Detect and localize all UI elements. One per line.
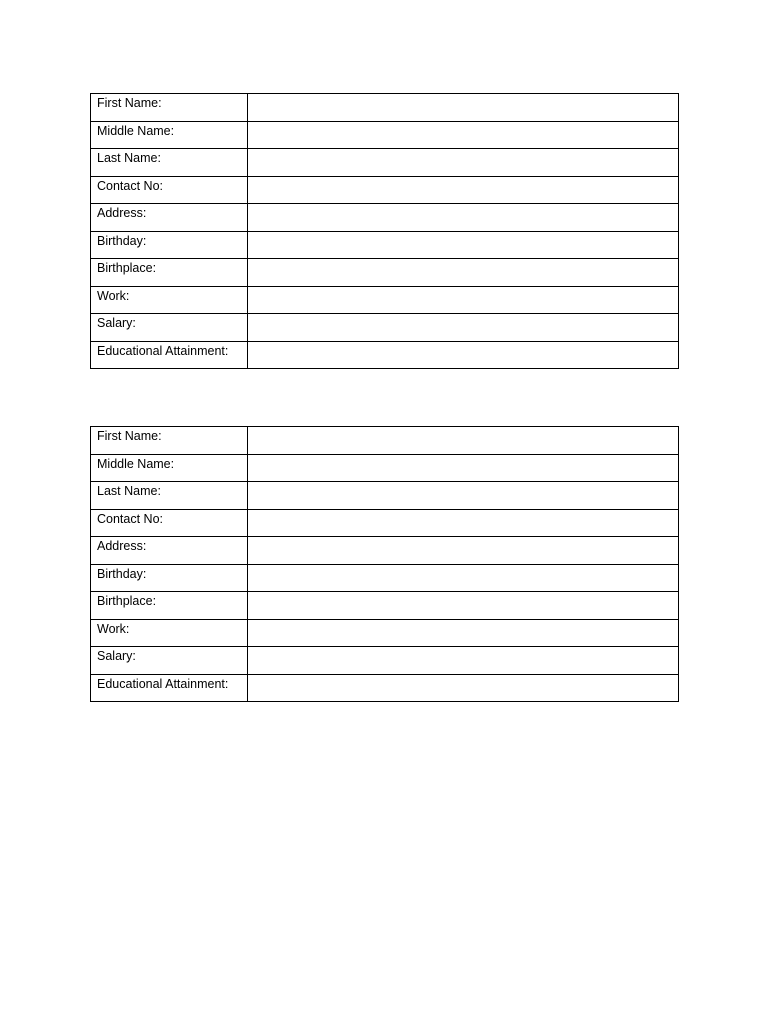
form-row-contact-no	[91, 176, 679, 204]
field-value-cell[interactable]	[248, 564, 679, 592]
field-value-cell[interactable]	[248, 454, 679, 482]
field-label: Salary:	[91, 647, 248, 675]
field-value-cell[interactable]	[248, 674, 679, 702]
field-value-cell[interactable]	[248, 509, 679, 537]
field-value-cell[interactable]	[248, 314, 679, 342]
field-label: Salary:	[91, 314, 248, 342]
form-row-salary	[91, 314, 679, 342]
field-value-cell[interactable]	[248, 592, 679, 620]
field-value-cell[interactable]	[248, 286, 679, 314]
form-row-salary	[91, 647, 679, 675]
field-label: Contact No:	[91, 509, 248, 537]
field-label: Last Name:	[91, 482, 248, 510]
field-value-cell[interactable]	[248, 427, 679, 455]
field-label: Work:	[91, 619, 248, 647]
field-label: Address:	[91, 537, 248, 565]
form-row-birthplace	[91, 259, 679, 287]
field-label: Birthplace:	[91, 259, 248, 287]
personal-info-form-2	[90, 426, 679, 702]
personal-info-form-1	[90, 93, 679, 369]
field-value-cell[interactable]	[248, 341, 679, 369]
field-label: First Name:	[91, 94, 248, 122]
form-row-first-name	[91, 427, 679, 455]
field-label: Address:	[91, 204, 248, 232]
form-row-address	[91, 537, 679, 565]
field-label: Contact No:	[91, 176, 248, 204]
form-row-middle-name	[91, 121, 679, 149]
form-row-birthday	[91, 564, 679, 592]
field-label: First Name:	[91, 427, 248, 455]
form-row-birthday	[91, 231, 679, 259]
field-value-cell[interactable]	[248, 149, 679, 177]
field-value-cell[interactable]	[248, 619, 679, 647]
form-row-address	[91, 204, 679, 232]
field-label: Work:	[91, 286, 248, 314]
form-row-work	[91, 286, 679, 314]
field-label: Educational Attainment:	[91, 341, 248, 369]
field-label: Last Name:	[91, 149, 248, 177]
form-row-contact-no	[91, 509, 679, 537]
form-row-first-name	[91, 94, 679, 122]
field-value-cell[interactable]	[248, 204, 679, 232]
form-row-middle-name	[91, 454, 679, 482]
field-value-cell[interactable]	[248, 259, 679, 287]
form-row-birthplace	[91, 592, 679, 620]
field-label: Educational Attainment:	[91, 674, 248, 702]
field-label: Birthday:	[91, 564, 248, 592]
field-value-cell[interactable]	[248, 231, 679, 259]
field-value-cell[interactable]	[248, 537, 679, 565]
field-label: Middle Name:	[91, 121, 248, 149]
form-row-educational-attainment	[91, 674, 679, 702]
form-row-last-name	[91, 149, 679, 177]
form-row-educational-attainment	[91, 341, 679, 369]
field-value-cell[interactable]	[248, 176, 679, 204]
field-value-cell[interactable]	[248, 94, 679, 122]
field-label: Birthday:	[91, 231, 248, 259]
field-label: Birthplace:	[91, 592, 248, 620]
field-label: Middle Name:	[91, 454, 248, 482]
field-value-cell[interactable]	[248, 482, 679, 510]
field-value-cell[interactable]	[248, 121, 679, 149]
form-row-last-name	[91, 482, 679, 510]
field-value-cell[interactable]	[248, 647, 679, 675]
form-row-work	[91, 619, 679, 647]
